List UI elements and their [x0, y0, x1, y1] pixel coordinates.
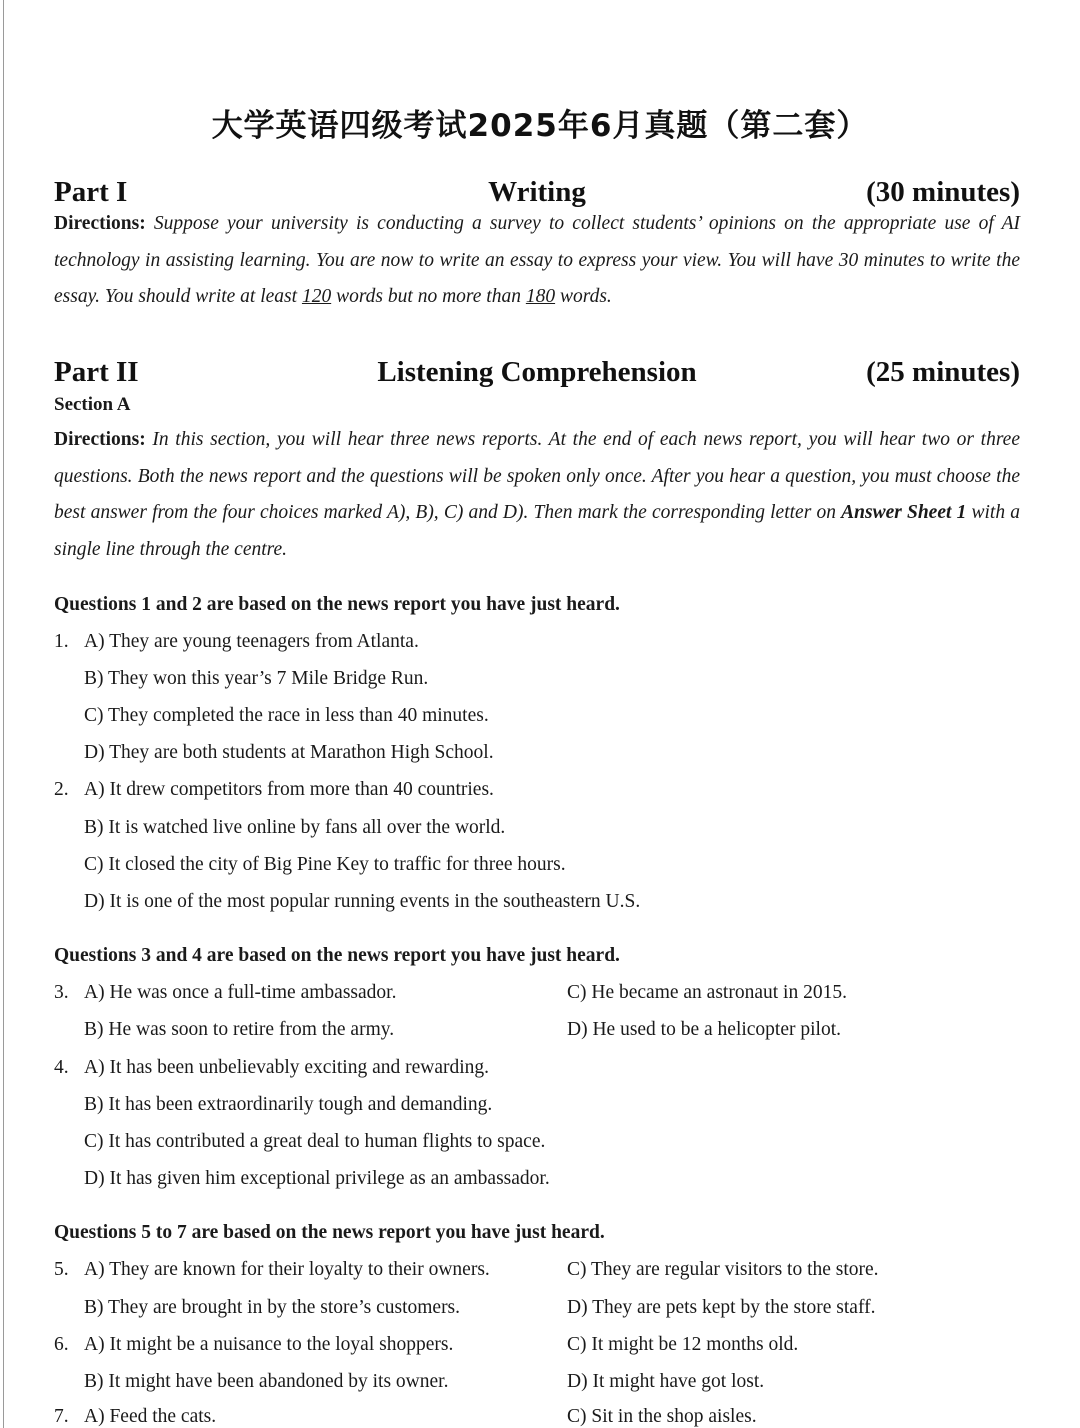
q1-option-b: B) They won this year’s 7 Mile Bridge Run. [84, 668, 429, 689]
part1-directions-label: Directions: [54, 213, 146, 234]
q6-option-c: C) It might be 12 months old. [567, 1334, 799, 1355]
question-number: 6. [54, 1334, 69, 1355]
page-edge-line [3, 0, 4, 1428]
q3-option-c: C) He became an astronaut in 2015. [567, 982, 847, 1003]
part1-directions-text-2: words but no more than [331, 286, 526, 307]
part2-directions [54, 422, 1020, 568]
q5-option-c: C) They are regular visitors to the store. [567, 1259, 879, 1280]
question-number: 3. [54, 982, 69, 1003]
q6-option-d: D) It might have got lost. [567, 1371, 765, 1392]
q2-option-d: D) It is one of the most popular running events in the southeastern U.S. [84, 891, 641, 912]
section-a-label: Section A [54, 394, 131, 415]
part1-directions-text-3: words. [555, 286, 612, 307]
part2-directions-text-1: In this section, you will hear three news reports. At the end of each news report, you will hear two or three questions. Both the news report and the questions will be spoken only once. After you hear a question, you must choose the best answer from the four choices marked A), B), C) and D). Then mark the corresponding letter on [54, 429, 1020, 523]
q7-option-a: A) Feed the cats. [84, 1406, 217, 1427]
part2-directions-label: Directions: [54, 429, 146, 450]
q6-option-a: A) It might be a nuisance to the loyal shoppers. [84, 1334, 454, 1355]
q4-option-b: B) It has been extraordinarily tough and demanding. [84, 1094, 493, 1115]
q4-option-c: C) It has contributed a great deal to human flights to space. [84, 1131, 546, 1152]
part1-label: Part I [54, 176, 128, 208]
q2-option-a: A) It drew competitors from more than 40 countries. [84, 779, 494, 800]
part2-header [54, 356, 1020, 392]
part1-directions [54, 206, 1020, 316]
q1-option-a: A) They are young teenagers from Atlanta. [84, 631, 419, 652]
q6-option-b: B) It might have been abandoned by its owner. [84, 1371, 449, 1392]
q3-option-a: A) He was once a full-time ambassador. [84, 982, 397, 1003]
q7-option-c: C) Sit in the shop aisles. [567, 1406, 757, 1427]
part1-time: (30 minutes) [866, 176, 1020, 208]
question-number: 4. [54, 1057, 69, 1078]
q3-option-b: B) He was soon to retire from the army. [84, 1019, 395, 1040]
question-group-heading: Questions 1 and 2 are based on the news report you have just heard. [54, 594, 620, 615]
q2-option-b: B) It is watched live online by fans all over the world. [84, 817, 506, 838]
question-number: 1. [54, 631, 69, 652]
part2-directions-text-2: with a single line through the centre. [54, 502, 1021, 560]
question-group-heading: Questions 5 to 7 are based on the news report you have just heard. [54, 1222, 605, 1243]
part1-directions-text-1: Suppose your university is conducting a survey to collect students’ opinions on the appropriate use of AI technology in assisting learning. You are now to write an essay to express your view. You will have 30 minutes to write the essay. You should write at least [54, 213, 1020, 307]
q3-option-d: D) He used to be a helicopter pilot. [567, 1019, 841, 1040]
question-group-heading: Questions 3 and 4 are based on the news report you have just heard. [54, 945, 620, 966]
q5-option-b: B) They are brought in by the store’s customers. [84, 1297, 461, 1318]
q4-option-a: A) It has been unbelievably exciting and rewarding. [84, 1057, 490, 1078]
question-number: 7. [54, 1406, 69, 1427]
q1-option-d: D) They are both students at Marathon High School. [84, 742, 494, 763]
q5-option-a: A) They are known for their loyalty to their owners. [84, 1259, 490, 1280]
part2-label: Part II [54, 356, 139, 388]
part2-name: Listening Comprehension [377, 356, 697, 388]
q1-option-c: C) They completed the race in less than 40 minutes. [84, 705, 489, 726]
part1-name: Writing [488, 176, 586, 208]
q4-option-d: D) It has given him exceptional privilege as an ambassador. [84, 1168, 550, 1189]
part1-max-words: 180 [525, 286, 556, 307]
part2-time: (25 minutes) [866, 356, 1020, 388]
question-number: 5. [54, 1259, 69, 1280]
part1-min-words: 120 [301, 286, 332, 307]
answer-sheet-ref: Answer Sheet 1 [841, 502, 967, 523]
q2-option-c: C) It closed the city of Big Pine Key to traffic for three hours. [84, 854, 566, 875]
question-number: 2. [54, 779, 69, 800]
q5-option-d: D) They are pets kept by the store staff. [567, 1297, 876, 1318]
page-title: 大学英语四级考试2025年6月真题（第二套） [211, 108, 869, 144]
